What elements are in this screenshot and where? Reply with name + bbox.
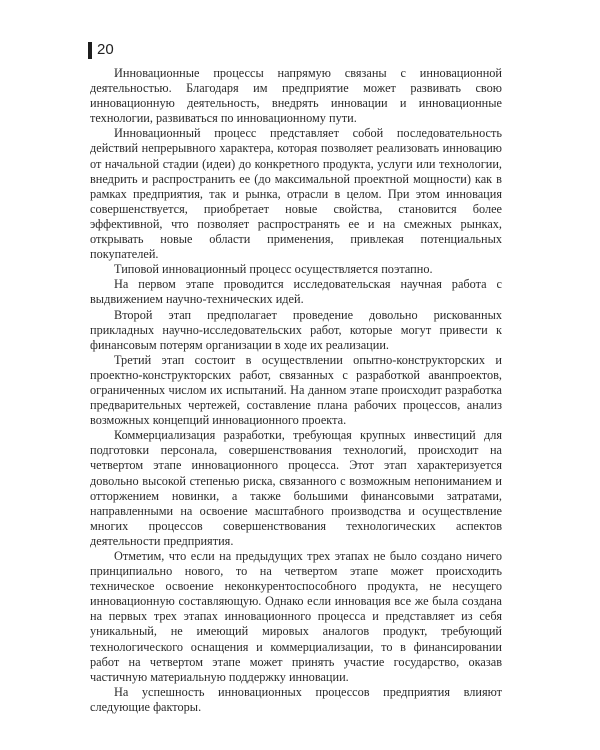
paragraph: Коммерциализация разработки, требующая крупных инвестиций для подготовки персонала, совершенствования технологий, происходит на четвертом этапе инновационного процесса. Этот этап характеризуется довольно высокой степенью риска, связанного с возможным непониманием и отторжением новинки, а также большими финансовыми затратами, направленными на освоение масштабного производства и осуществление многих процессов совершенствования технологических аспектов деятельности предприятия.: [90, 428, 502, 548]
paragraph: Инновационный процесс представляет собой последовательность действий непрерывного характера, которая позволяет реализовать инновацию от начальной стадии (идеи) до конкретного продукта, услуги или технологии, внедрить и распространить ее (до максимальной проектной мощности) как в рамках предприятия, так и рынка, отрасли в целом. При этом инновация совершенствуется, приобретает новые свойства, становится более эффективной, что позволяет распространять ее и на смежных рынках, открывать новые области применения, привлекая потенциальных покупателей.: [90, 126, 502, 262]
paragraph: Отметим, что если на предыдущих трех этапах не было создано ничего принципиально нового, то на четвертом этапе может происходить техническое освоение неконкурентоспособного продукта, не несущего инновационную составляющую. Однако если инновация все же была создана на первых трех этапах инновационного процесса и представляет из себя уникальный, не имеющий мировых аналогов продукт, требующий технологического оснащения и коммерциализации, то в финансировании работ на четвертом этапе может принять участие государство, оказав частичную материальную поддержку инновации.: [90, 549, 502, 684]
body-text: [90, 66, 502, 715]
page-header: [88, 41, 114, 59]
paragraph: Второй этап предполагает проведение довольно рискованных прикладных научно-исследовательских работ, которые могут привести к финансовым потерям организации в ходе их реализации.: [90, 307, 502, 352]
paragraph: Типовой инновационный процесс осуществляется поэтапно.: [114, 262, 433, 277]
paragraph: На первом этапе проводится исследовательская научная работа с выдвижением научно-технических идей.: [90, 277, 502, 307]
paragraph: На успешность инновационных процессов предприятия влияют следующие факторы.: [90, 684, 502, 714]
header-bar: [88, 42, 92, 59]
paragraph: Третий этап состоит в осуществлении опытно-конструкторских и проектно-конструкторских работ, связанных с разработкой аванпроектов, ограниченных числом их испытаний. На данном этапе происходит разработка предварительных чертежей, составление плана рабочих процессов, анализ возможных концепций инновационного проекта.: [90, 352, 502, 428]
page-number: 20: [97, 41, 114, 58]
paragraph: Инновационные процессы напрямую связаны с инновационной деятельностью. Благодаря им предприятие может развивать свою инновационную деятельность, внедрять инновации и инновационные технологии, развиваться по инновационному пути.: [90, 66, 502, 126]
